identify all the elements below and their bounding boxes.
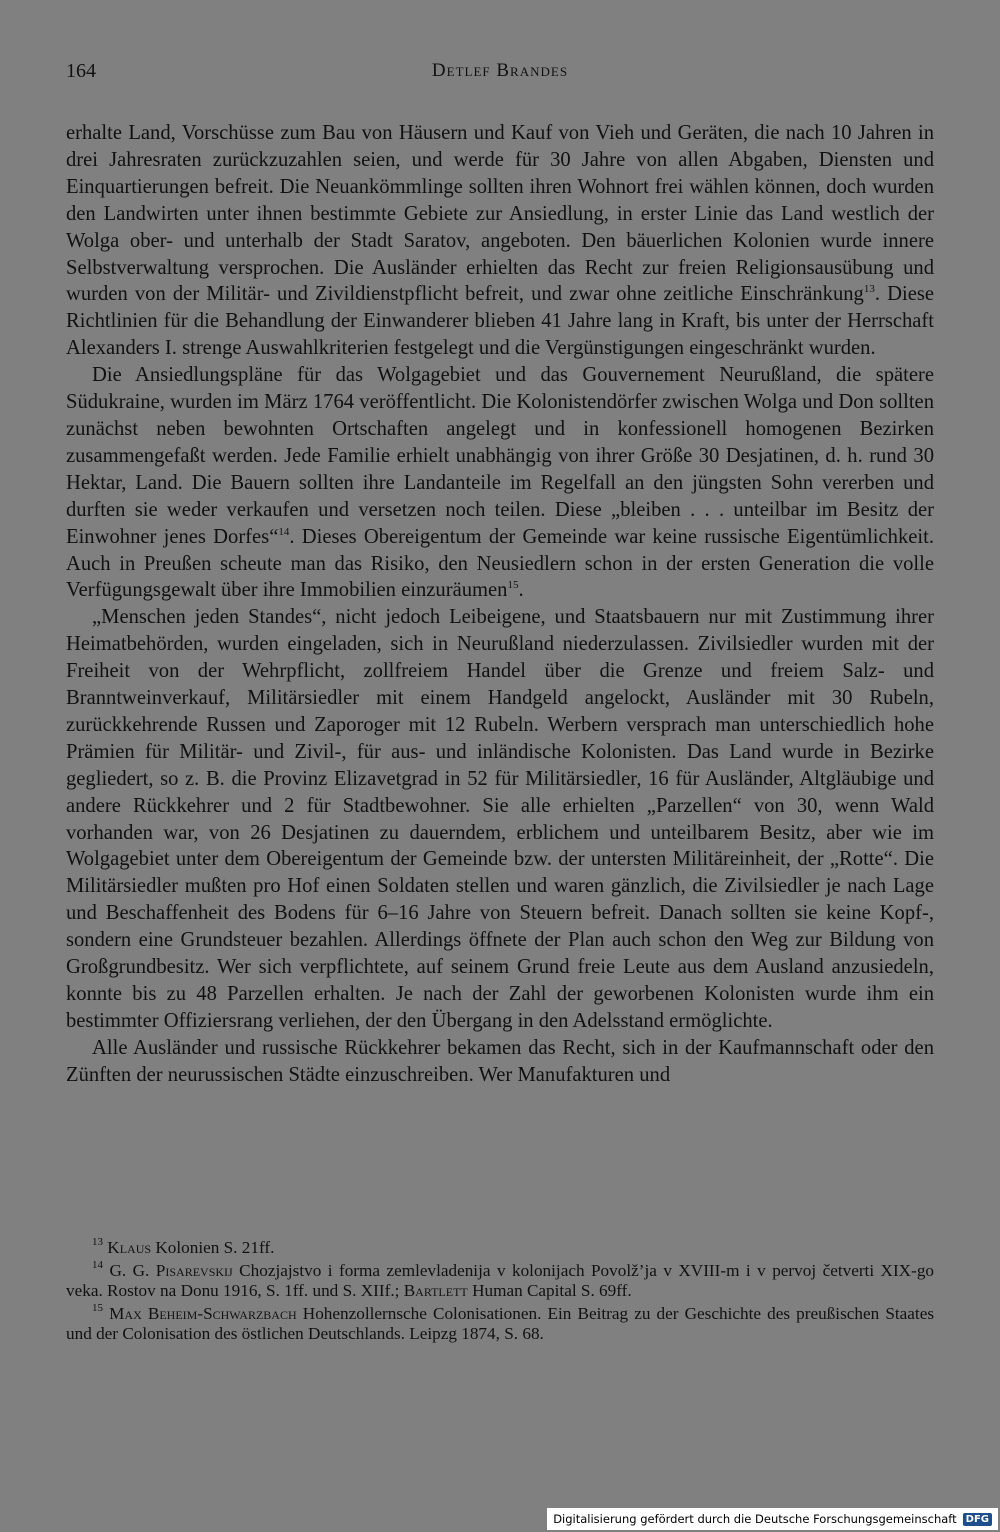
paragraph-2 <box>66 362 934 604</box>
paragraph-4: Alle Ausländer und russische Rückkehrer bekamen das Recht, sich in der Kaufmannschaft oder den Zünften der neurussischen Städte einzuschreiben. Wer Manufakturen und <box>66 1036 934 1086</box>
paragraph-2-text-b: . Dieses Obereigentum der Gemeinde war keine russische Eigentümlichkeit. Auch in Preußen scheute man das Risiko, den Neusiedlern schon in der ersten Generation die volle Verfügungsgewalt über ihre Immobilien einzuräumen <box>66 525 934 602</box>
footnote-number: 14 <box>92 1258 103 1271</box>
footnote-author: Klaus <box>107 1238 152 1257</box>
footnote-number: 13 <box>92 1236 103 1248</box>
footnote-14 <box>66 1258 935 1302</box>
credit-text: Digitalisierung gefördert durch die Deutsche Forschungsgemeinschaft <box>553 1512 957 1526</box>
page-header <box>66 58 934 88</box>
footnotes <box>66 1238 934 1347</box>
footnote-text: Hohenzollernsche Colonisationen. Ein Beitrag zu der Geschichte des preußischen Staates und der Colonisation des östlichen Deutschlands. Leipzg 1874, S. 68. <box>66 1303 935 1344</box>
footnote-text-2: Human Capital S. 69ff. <box>472 1281 632 1301</box>
footnote-author-2: Bartlett <box>403 1281 468 1301</box>
footnote-number: 15 <box>92 1301 103 1314</box>
paragraph-3: „Menschen jeden Standes“, nicht jedoch Leibeigene, und Staatsbauern nur mit Zustimmung ihrer Heimatbehörden, wurden eingeladen, sich in Neurußland niederzulassen. Zivilsiedler wurden mit der Freiheit von der Wehrpflicht, zollfreiem Handel über die Grenze und freiem Salz- und Branntweinverkauf, Militärsiedler mit einem Handgeld angelockt, Ausländer mit 30 Rubeln, zurückkehrende Russen und Zaporoger mit 12 Rubeln. Werbern versprach man unterschiedlich hohe Prämien für Militär- und Zivil-, für aus- und inländische Kolonisten. Das Land wurde in Bezirke gegliedert, so z. B. die Provinz Elizavetgrad in 52 für Militärsiedler, 16 für Ausländer, Altgläubige und andere Rückkehrer und 2 für Stadtbewohner. Sie alle erhielten „Parzellen“ von 30, wenn Wald vorhanden war, von 26 Desjatinen zu dauerndem, erblichem und unteilbarem Besitz, aber wie im Wolgagebiet unter dem Obereigentum der Gemeinde bzw. der untersten Militäreinheit, der „Rotte“. Die Militärsiedler mußten pro Hof einen Soldaten stellen und waren gänzlich, die Zivilsiedler je nach Lage und Beschaffenheit des Bodens für 6–16 Jahre von Steuern befreit. Danach sollten sie keine Kopf-, sondern eine Grundsteuer bezahlen. Allerdings öffnete der Plan auch schon den Weg zur Bildung von Großgrundbesitz. Wer sich verpflichtete, auf seinem Grund freie Leute aus dem Ausland anzusiedeln, konnte bis zu 48 Parzellen erhalten. Je nach der Zahl der geworbenen Kolonisten wurde ihm ein bestimmter Offiziersrang verliehen, der den Übergang in den Adelsstand ermöglichte. <box>66 606 934 1032</box>
footnote-text: Kolonien S. 21ff. <box>155 1238 275 1257</box>
dfg-logo: DFG <box>963 1513 992 1526</box>
footnote-ref-13[interactable]: 13 <box>863 283 875 296</box>
paragraph-2-text-a: Die Ansiedlungspläne für das Wolgagebiet und das Gouvernement Neurußland, die spätere Südukraine, wurden im März 1764 veröffentlicht. Die Kolonistendörfer zwischen Wolga und Don sollten zunächst neben bewohnten Ortschaften angelegt und in konfessionell homogenen Bezirken zusammengefaßt werden. Jede Familie erhielt unabhängig von ihrer Größe 30 Desjatinen, d. h. rund 30 Hektar, Land. Die Bauern sollten ihre Landanteile im Regelfall an den jüngsten Sohn vererben und durften sie weder verkaufen und versetzen noch teilen. Diese „bleiben . . . unteilbar im Besitz der Einwohner jenes Dorfes“ <box>66 364 934 548</box>
paragraph-1-text-a: erhalte Land, Vorschüsse zum Bau von Häusern und Kauf von Vieh und Geräten, die nach 10 Jahren in drei Jahresraten zurückzuzahlen seien, und werde für 30 Jahre von allen Abgaben, Diensten und Einquartierungen befreit. Die Neuankömmlinge sollten ihren Wohnort frei wählen können, doch wurden den Landwirten unter ihnen bestimmte Gebiete zur Ansiedlung, in erster Linie das Land westlich der Wolga ober- und unterhalb der Stadt Saratov, angeboten. Den bäuerlichen Kolonien wurde innere Selbstverwaltung versprochen. Die Ausländer erhielten das Recht zur freien Religionsausübung und wurden von der Militär- und Zivildienstpflicht befreit, und zwar ohne zeitliche Einschränkung <box>66 122 934 306</box>
running-head: Detlef Brandes <box>431 60 569 81</box>
footnote-text: Chozjajstvo i forma zemlevladenija v kolonijach Povolž’ja v XVIII-m i v pervoj četverti XIX-go veka. Rostov na Donu 1916, S. 1ff. und S. XIIf.; <box>66 1260 935 1301</box>
paragraph-2-text-c: . <box>518 579 524 602</box>
paragraph-1-text-b: . Diese Richtlinien für die Behandlung der Einwanderer blieben 41 Jahre lang in Kraft, bis unter der Herrschaft Alexanders I. strenge Auswahlkriterien festgelegt und die Vergünstigungen eingeschränkt wurden. <box>66 283 934 360</box>
footnote-author: Max Beheim-Schwarzbach <box>109 1303 297 1323</box>
page-number: 164 <box>66 60 96 82</box>
paragraph-1 <box>66 120 934 362</box>
footnote-ref-14[interactable]: 14 <box>278 525 290 538</box>
body-text <box>66 120 934 1089</box>
footnote-13 <box>66 1238 934 1259</box>
footnote-author: G. G. Pisarevskij <box>109 1260 233 1280</box>
footnote-15 <box>66 1301 935 1345</box>
footnote-ref-15[interactable]: 15 <box>507 579 519 592</box>
digitization-credit <box>547 1508 998 1530</box>
